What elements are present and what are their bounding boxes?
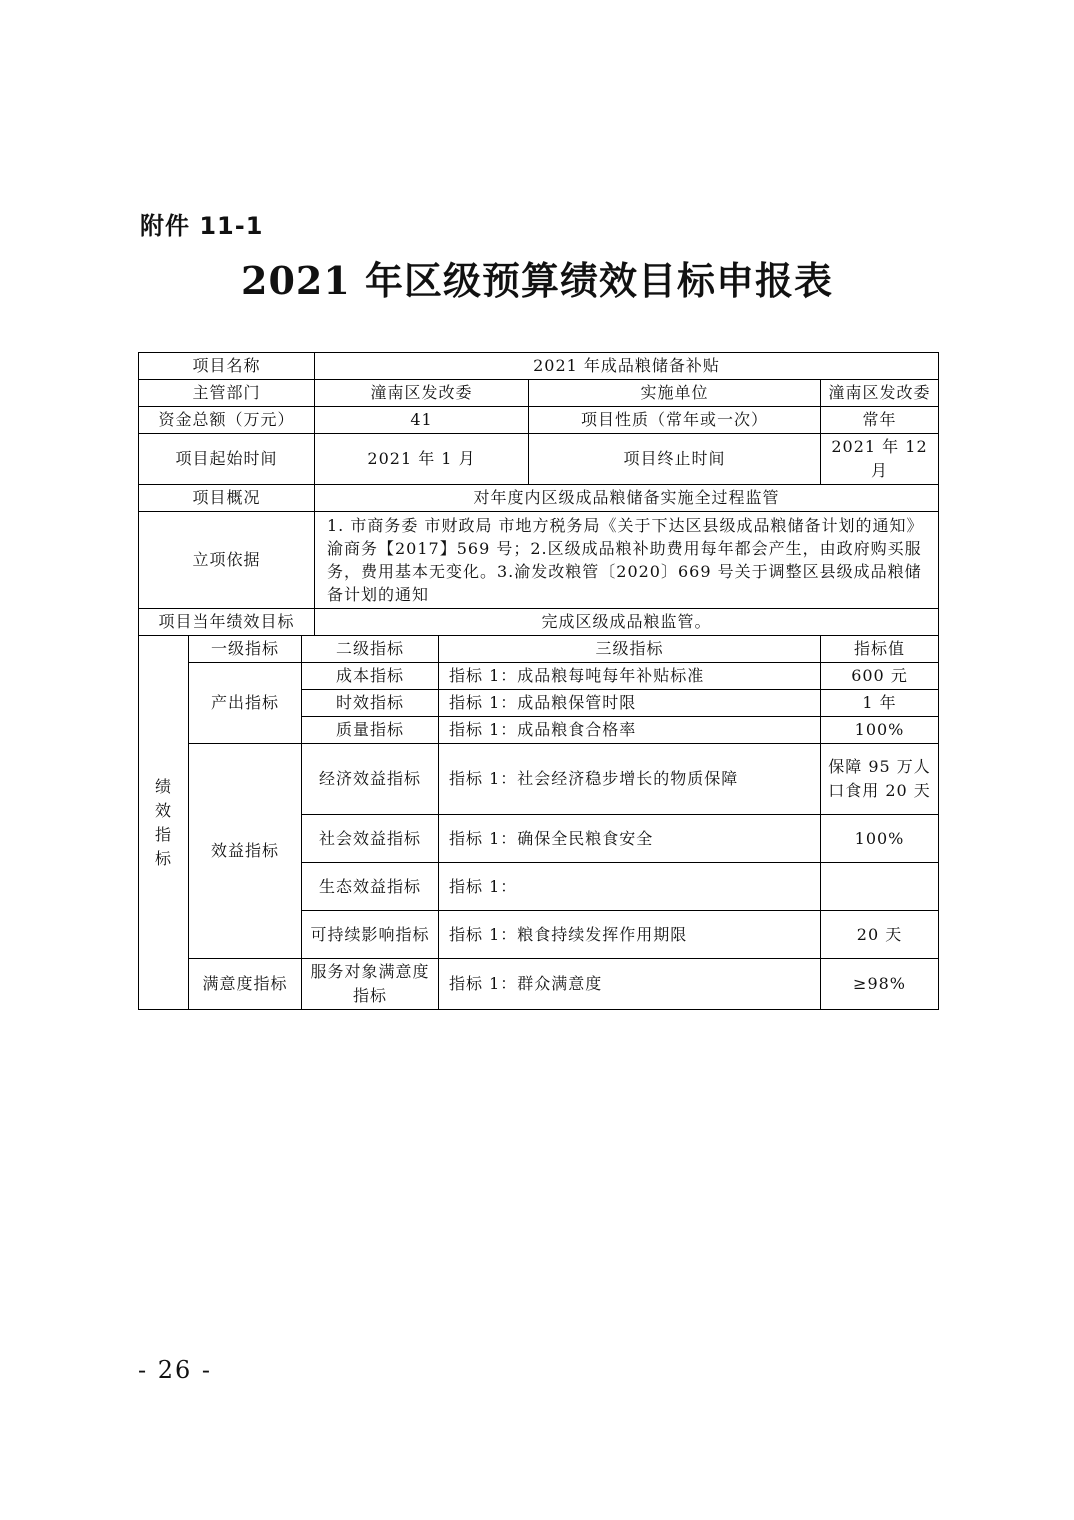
indicator-value bbox=[821, 863, 939, 911]
project-name-label: 项目名称 bbox=[139, 353, 315, 380]
indicator-level2: 生态效益指标 bbox=[302, 863, 439, 911]
indicator-value: 100% bbox=[821, 717, 939, 744]
level3-header: 三级指标 bbox=[439, 636, 821, 663]
indicator-level3: 指标 1：成品粮保管时限 bbox=[439, 690, 821, 717]
indicator-level2: 成本指标 bbox=[302, 663, 439, 690]
level1-header: 一级指标 bbox=[189, 636, 302, 663]
indicator-level3: 指标 1：社会经济稳步增长的物质保障 bbox=[439, 744, 821, 815]
budget-performance-table bbox=[138, 352, 939, 1010]
indicator-level2: 可持续影响指标 bbox=[302, 911, 439, 959]
output-indicator-label: 产出指标 bbox=[189, 663, 302, 744]
indicator-level3: 指标 1：群众满意度 bbox=[439, 959, 821, 1010]
indicator-level3: 指标 1：确保全民粮食安全 bbox=[439, 815, 821, 863]
fund-label: 资金总额（万元） bbox=[139, 407, 315, 434]
indicator-value: 1 年 bbox=[821, 690, 939, 717]
indicator-level2: 服务对象满意度指标 bbox=[302, 959, 439, 1010]
satisfaction-indicator-label: 满意度指标 bbox=[189, 959, 302, 1010]
indicator-value: 保障 95 万人口食用 20 天 bbox=[821, 744, 939, 815]
value-header: 指标值 bbox=[821, 636, 939, 663]
nature-value: 常年 bbox=[821, 407, 939, 434]
impl-unit-value: 潼南区发改委 bbox=[821, 380, 939, 407]
indicator-value: 20 天 bbox=[821, 911, 939, 959]
performance-indicators-label: 绩 效 指 标 bbox=[139, 636, 189, 1010]
indicator-level3: 指标 1：成品粮食合格率 bbox=[439, 717, 821, 744]
goal-label: 项目当年绩效目标 bbox=[139, 609, 315, 636]
indicator-level3: 指标 1： bbox=[439, 863, 821, 911]
basis-value: 1. 市商务委 市财政局 市地方税务局《关于下达区县级成品粮储备计划的通知》渝商务【2017】569 号；2.区级成品粮补助费用每年都会产生，由政府购买服务，费用基本无变化。3.渝发改粮管〔2020〕669 号关于调整区县级成品粮储备计划的通知 bbox=[315, 512, 939, 609]
indicator-value: ≥98% bbox=[821, 959, 939, 1010]
start-label: 项目起始时间 bbox=[139, 434, 315, 485]
end-value: 2021 年 12 月 bbox=[821, 434, 939, 485]
indicator-value: 100% bbox=[821, 815, 939, 863]
project-name-value: 2021 年成品粮储备补贴 bbox=[315, 353, 939, 380]
overview-label: 项目概况 bbox=[139, 485, 315, 512]
level2-header: 二级指标 bbox=[302, 636, 439, 663]
end-label: 项目终止时间 bbox=[529, 434, 821, 485]
indicator-level2: 质量指标 bbox=[302, 717, 439, 744]
basis-label: 立项依据 bbox=[139, 512, 315, 609]
start-value: 2021 年 1 月 bbox=[315, 434, 529, 485]
attachment-label: 附件 11-1 bbox=[140, 212, 264, 240]
indicator-level2: 社会效益指标 bbox=[302, 815, 439, 863]
impl-unit-label: 实施单位 bbox=[529, 380, 821, 407]
indicator-level2: 时效指标 bbox=[302, 690, 439, 717]
dept-label: 主管部门 bbox=[139, 380, 315, 407]
benefit-indicator-label: 效益指标 bbox=[189, 744, 302, 959]
dept-value: 潼南区发改委 bbox=[315, 380, 529, 407]
indicator-value: 600 元 bbox=[821, 663, 939, 690]
page-title: 2021 年区级预算绩效目标申报表 bbox=[241, 258, 833, 303]
overview-value: 对年度内区级成品粮储备实施全过程监管 bbox=[315, 485, 939, 512]
indicator-level3: 指标 1：粮食持续发挥作用期限 bbox=[439, 911, 821, 959]
indicator-level2: 经济效益指标 bbox=[302, 744, 439, 815]
nature-label: 项目性质（常年或一次） bbox=[529, 407, 821, 434]
page-number: - 26 - bbox=[138, 1356, 213, 1384]
indicator-level3: 指标 1：成品粮每吨每年补贴标准 bbox=[439, 663, 821, 690]
fund-value: 41 bbox=[315, 407, 529, 434]
goal-value: 完成区级成品粮监管。 bbox=[315, 609, 939, 636]
